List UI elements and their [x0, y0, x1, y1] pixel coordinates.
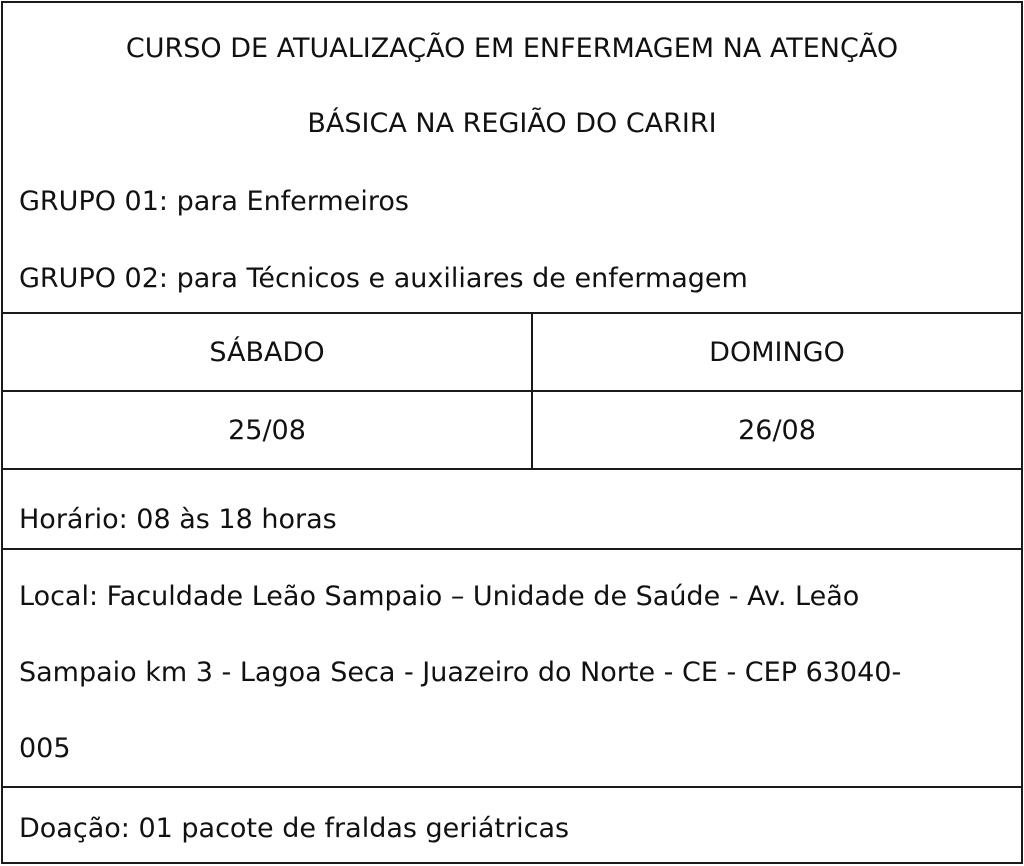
saturday-date: 25/08 [3, 392, 533, 468]
group-01-text: GRUPO 01: para Enfermeiros [19, 186, 409, 217]
date-row [3, 392, 1021, 470]
hours-row [3, 470, 1021, 550]
group-02-text: GRUPO 02: para Técnicos e auxiliares de enfermagem [19, 263, 748, 294]
sunday-header: DOMINGO [709, 336, 845, 368]
course-title-line-1: CURSO DE ATUALIZAÇÃO EM ENFERMAGEM NA ATENÇÃO [125, 33, 899, 64]
sunday-date: 26/08 [738, 414, 816, 446]
saturday-header: SÁBADO [3, 314, 533, 390]
location-line-1: Local: Faculdade Leão Sampaio – Unidade de Saúde - Av. Leão [19, 581, 860, 612]
header-section [3, 3, 1021, 314]
weekday-row [3, 314, 1021, 392]
course-info-table [1, 1, 1023, 864]
donation-text: Doação: 01 pacote de fraldas geriátricas [19, 813, 570, 844]
course-title-line-2: BÁSICA NA REGIÃO DO CARIRI [307, 108, 717, 139]
location-line-3: 005 [19, 733, 71, 764]
donation-row [3, 788, 1021, 862]
location-row [3, 550, 1021, 788]
location-line-2: Sampaio km 3 - Lagoa Seca - Juazeiro do Norte - CE - CEP 63040- [19, 657, 902, 688]
hours-text: Horário: 08 às 18 horas [19, 504, 337, 535]
